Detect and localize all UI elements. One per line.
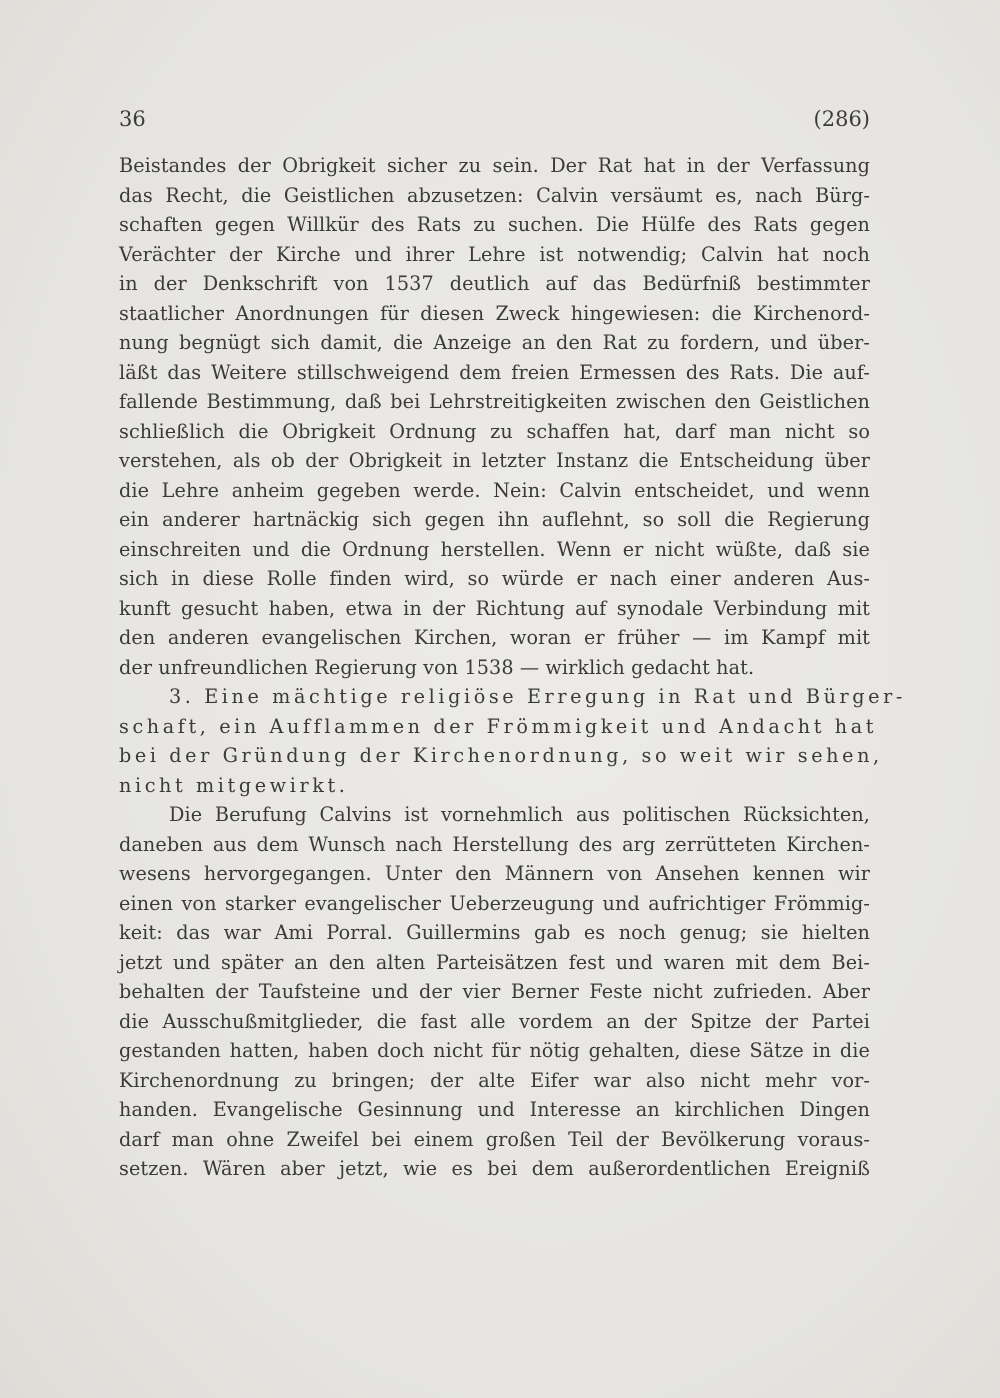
text-line: jetzt und später an den alten Parteisätzen fest und waren mit dem Bei- <box>119 950 870 974</box>
text-line: nicht mitgewirkt. <box>119 773 349 797</box>
text-line: wesens hervorgegangen. Unter den Männern von Ansehen kennen wir <box>119 862 870 885</box>
text-line: Verächter der Kirche und ihrer Lehre ist notwendig; Calvin hat noch <box>119 242 870 266</box>
text-line: bei der Gründung der Kirchenordnung, so weit wir sehen, <box>119 744 883 767</box>
text-line: nung begnügt sich damit, die Anzeige an den Rat zu fordern, und über- <box>119 331 870 354</box>
text-line: die Lehre anheim gegeben werde. Nein: Calvin entscheidet, und wenn <box>119 478 870 502</box>
text-line: daneben aus dem Wunsch nach Herstellung des arg zerrütteten Kirchen- <box>119 832 870 856</box>
text-line: setzen. Wären aber jetzt, wie es bei dem außerordentlichen Ereigniß <box>119 1157 870 1180</box>
text-line: gestanden hatten, haben doch nicht für nötig gehalten, diese Sätze in die <box>119 1039 870 1062</box>
text-line: ein anderer hartnäckig sich gegen ihn auflehnt, so soll die Regierung <box>119 508 870 531</box>
text-line: die Ausschußmitglieder, die fast alle vordem an der Spitze der Partei <box>119 1009 870 1033</box>
text-line: schaft, ein Aufflammen der Frömmigkeit und Andacht hat <box>119 714 878 738</box>
text-line: verstehen, als ob der Obrigkeit in letzter Instanz die Entscheidung über <box>119 449 870 472</box>
page-header <box>119 107 870 137</box>
text-line: darf man ohne Zweifel bei einem großen Teil der Bevölkerung voraus- <box>119 1127 870 1151</box>
text-line: den anderen evangelischen Kirchen, woran er früher — im Kampf mit <box>119 626 870 649</box>
text-line: staatlicher Anordnungen für diesen Zweck hingewiesen: die Kirchenord- <box>119 301 870 325</box>
text-line: schaften gegen Willkür des Rats zu suchen. Die Hülfe des Rats gegen <box>119 213 870 236</box>
text-line: läßt das Weitere stillschweigend dem freien Ermessen des Rats. Die auf- <box>119 360 870 384</box>
text-line: Kirchenordnung zu bringen; der alte Eifer war also nicht mehr vor- <box>119 1068 870 1092</box>
text-line: einschreiten und die Ordnung herstellen. Wenn er nicht wüßte, daß sie <box>119 537 870 561</box>
page-number: 36 <box>119 107 146 131</box>
text-line: in der Denkschrift von 1537 deutlich auf das Bedürfniß bestimmter <box>119 272 870 295</box>
text-line: Die Berufung Calvins ist vornehmlich aus politischen Rücksichten, <box>169 803 870 826</box>
text-line: einen von starker evangelischer Ueberzeugung und aufrichtiger Frömmig- <box>119 891 870 915</box>
text-line: handen. Evangelische Gesinnung und Interesse an kirchlichen Dingen <box>119 1098 870 1121</box>
text-line: der unfreundlichen Regierung von 1538 — wirklich gedacht hat. <box>119 655 755 679</box>
text-line: fallende Bestimmung, daß bei Lehrstreitigkeiten zwischen den Geistlichen <box>119 390 870 413</box>
text-line: schließlich die Obrigkeit Ordnung zu schaffen hat, darf man nicht so <box>119 419 870 443</box>
text-line: Beistandes der Obrigkeit sicher zu sein. Der Rat hat in der Verfassung <box>119 154 870 177</box>
text-line: sich in diese Rolle finden wird, so würde er nach einer anderen Aus- <box>119 567 870 590</box>
text-line: das Recht, die Geistlichen abzusetzen: Calvin versäumt es, nach Bürg- <box>119 183 870 207</box>
text-line: behalten der Taufsteine und der vier Berner Feste nicht zufrieden. Aber <box>119 980 870 1003</box>
body-text <box>119 151 906 1184</box>
text-line: 3. Eine mächtige religiöse Erregung in Rat und Bürger- <box>169 685 906 708</box>
original-page-number: (286) <box>813 107 870 131</box>
text-line: kunft gesucht haben, etwa in der Richtung auf synodale Verbindung mit <box>119 596 870 620</box>
text-line: keit: das war Ami Porral. Guillermins gab es noch genug; sie hielten <box>119 921 870 944</box>
